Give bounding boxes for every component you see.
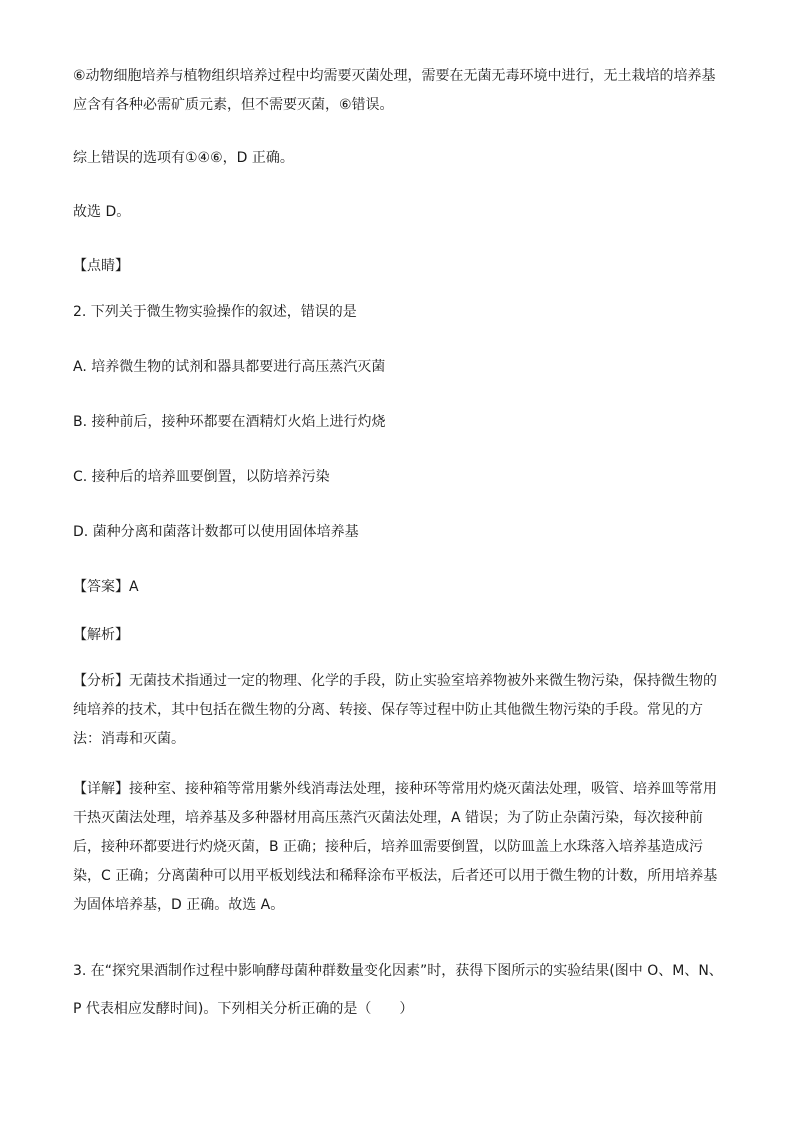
heading-jiexi: 【解析】 <box>73 627 129 643</box>
question-2-option-a: A. 培养微生物的试剂和器具都要进行高压蒸汽灭菌 <box>73 359 386 375</box>
question-2-option-c: C. 接种后的培养皿要倒置，以防培养污染 <box>73 469 330 485</box>
paragraph-summary: 综上错误的选项有①④⑥，D 正确。 <box>73 150 294 166</box>
heading-dianjing: 【点睛】 <box>73 258 129 274</box>
question-3-stem: 3. 在“探究果酒制作过程中影响酵母菌种群数量变化因素”时，获得下图所示的实验结果(图中 O、M、N、P 代表相应发酵时间)。下列相关分析正确的是（ ） <box>73 963 723 1017</box>
question-2-option-b: B. 接种前后，接种环都要在酒精灯火焰上进行灼烧 <box>73 414 386 430</box>
question-2-option-d: D. 菌种分离和菌落计数都可以使用固体培养基 <box>73 524 359 540</box>
paragraph-choose-d: 故选 D。 <box>73 204 131 220</box>
paragraph-item6-explanation: ⑥动物细胞培养与植物组织培养过程中均需要灭菌处理，需要在无菌无毒环境中进行，无土栽培的培养基应含有各种必需矿质元素，但不需要灭菌，⑥错误。 <box>73 68 716 113</box>
detail-paragraph: 【详解】接种室、接种箱等常用紫外线消毒法处理，接种环等常用灼烧灭菌法处理，吸管、培养皿等常用干热灭菌法处理，培养基及多种器材用高压蒸汽灭菌法处理，A 错误；为了防止杂菌污染，每次接种前后，接种环都要进行灼烧灭菌，B 正确；接种后，培养皿需要倒置，以防皿盖上水珠落入培养基造成污染，C 正确；分离菌种可以用平板划线法和稀释涂布平板法，后者还可以用于微生物的计数，所用培养基为固体培养基，D 正确。故选 A。 <box>73 781 718 913</box>
analysis-paragraph: 【分析】无菌技术指通过一定的物理、化学的手段，防止实验室培养物被外来微生物污染，保持微生物的纯培养的技术，其中包括在微生物的分离、转接、保存等过程中防止其他微生物污染的手段。常见的方法：消毒和灭菌。 <box>73 673 717 747</box>
answer-line: 【答案】A <box>73 579 139 595</box>
question-2-stem: 2. 下列关于微生物实验操作的叙述，错误的是 <box>73 304 357 320</box>
